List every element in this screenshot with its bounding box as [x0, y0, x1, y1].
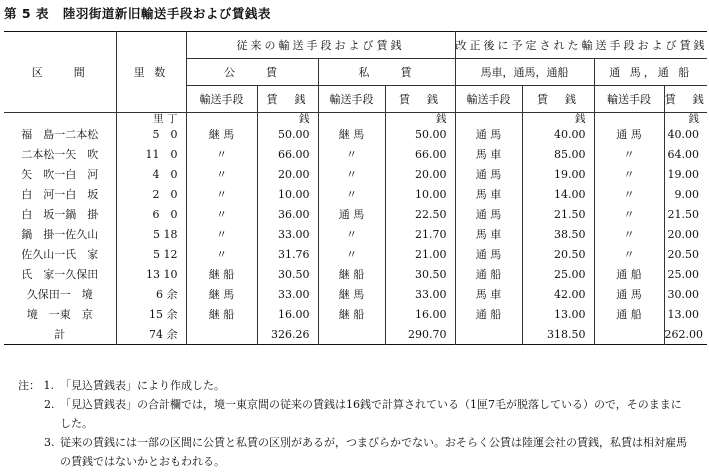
cell-priv-means: 通 馬	[318, 204, 385, 224]
cell-dist: 4 0	[116, 164, 186, 184]
note-2-text: 「見込賃銭表」の合計欄では，境一東京間の従来の賃銭は16銭で計算されている（1匣7毛が脱落している）ので，そのままに	[60, 398, 682, 411]
total-empty	[186, 324, 257, 345]
cell-priv-means: 〃	[318, 144, 385, 164]
note-3-number: 3.	[44, 436, 55, 449]
cell-b-fare: 20.50	[664, 244, 707, 264]
total-dist: 74 余	[116, 324, 186, 345]
header-old: 従来の輸送手段および賃銭	[186, 32, 455, 59]
note-prefix: 注： 1.	[18, 379, 54, 392]
cell-section: 鍋 掛一佐久山	[21, 228, 99, 241]
cell-priv-means: 〃	[318, 184, 385, 204]
cell-priv-fare: 16.00	[385, 304, 455, 324]
note-2-text-cont: した。	[60, 417, 93, 430]
header-fare: 賃 銭	[385, 86, 455, 113]
cell-b-fare: 20.00	[664, 224, 707, 244]
cell-priv-fare: 50.00	[385, 124, 455, 144]
cell-priv-means: 〃	[318, 244, 385, 264]
cell-b-fare: 13.00	[664, 304, 707, 324]
total-pub-fare: 326.26	[257, 324, 318, 345]
cell-priv-fare: 30.50	[385, 264, 455, 284]
cell-a-means: 通 船	[455, 304, 522, 324]
cell-b-fare: 19.00	[664, 164, 707, 184]
cell-b-means: 〃	[594, 144, 664, 164]
cell-a-means: 通 馬	[455, 124, 522, 144]
cell-priv-fare: 10.00	[385, 184, 455, 204]
cell-a-fare: 14.00	[522, 184, 594, 204]
cell-a-fare: 38.50	[522, 224, 594, 244]
cell-dist: 2 0	[116, 184, 186, 204]
cell-pub-fare: 10.00	[257, 184, 318, 204]
cell-dist: 13 10	[116, 264, 186, 284]
total-a-fare: 318.50	[522, 324, 594, 345]
note-1	[18, 376, 687, 395]
cell-section: 氏 家一久保田	[21, 268, 99, 281]
table-caption: 陸羽街道新旧輸送手段および賃銭表	[62, 6, 271, 21]
cell-b-means: 〃	[594, 244, 664, 264]
cell-dist: 15 余	[116, 304, 186, 324]
cell-dist: 6 余	[116, 284, 186, 304]
cell-pub-fare: 30.50	[257, 264, 318, 284]
cell-b-fare: 30.00	[664, 284, 707, 304]
cell-priv-means: 〃	[318, 164, 385, 184]
cell-pub-means: 継 馬	[186, 284, 257, 304]
cell-pub-means: 〃	[186, 184, 257, 204]
table-row	[4, 184, 707, 204]
cell-a-means: 馬 車	[455, 184, 522, 204]
cell-a-fare: 21.50	[522, 204, 594, 224]
cell-dist: 6 0	[116, 204, 186, 224]
cell-section: 境 一東 京	[26, 308, 93, 321]
notes	[18, 376, 687, 471]
total-empty	[594, 324, 664, 345]
cell-section: 久保田一 境	[26, 288, 93, 301]
fare-table	[4, 31, 707, 345]
note-3-text-cont: の賃銭ではないかとおもわれる。	[60, 455, 225, 468]
cell-pub-means: 継 船	[186, 304, 257, 324]
table-row	[4, 244, 707, 264]
cell-a-fare: 13.00	[522, 304, 594, 324]
unit-fare: 銭	[385, 113, 455, 125]
table-title	[4, 4, 285, 22]
cell-pub-means: 〃	[186, 164, 257, 184]
cell-section: 白 坂一鍋 掛	[21, 208, 99, 221]
header-means: 輸送手段	[186, 86, 257, 113]
cell-priv-means: 〃	[318, 224, 385, 244]
total-priv-fare: 290.70	[385, 324, 455, 345]
cell-priv-means: 継 馬	[318, 284, 385, 304]
header-fare: 賃 銭	[664, 86, 707, 113]
header-section: 区 間	[4, 32, 116, 113]
header-new-b: 通 馬，通 船	[594, 59, 707, 86]
cell-a-means: 馬 車	[455, 224, 522, 244]
note-2-continued	[18, 414, 687, 433]
cell-section: 佐久山一氏 家	[21, 248, 99, 261]
cell-dist: 5 12	[116, 244, 186, 264]
header-new-a: 馬車，通馬，通船	[455, 59, 594, 86]
cell-b-means: 〃	[594, 164, 664, 184]
cell-priv-means: 継 船	[318, 264, 385, 284]
header-means: 輸送手段	[318, 86, 385, 113]
table-row	[4, 224, 707, 244]
cell-a-means: 馬 車	[455, 144, 522, 164]
cell-pub-means: 〃	[186, 244, 257, 264]
cell-pub-fare: 36.00	[257, 204, 318, 224]
table-row	[4, 124, 707, 144]
cell-b-means: 通 馬	[594, 284, 664, 304]
cell-priv-means: 継 馬	[318, 124, 385, 144]
cell-pub-means: 〃	[186, 144, 257, 164]
cell-priv-means: 継 船	[318, 304, 385, 324]
header-means: 輸送手段	[455, 86, 522, 113]
header-new: 改正後に予定された輸送手段および賃銭	[455, 32, 707, 59]
cell-pub-fare: 66.00	[257, 144, 318, 164]
cell-a-fare: 19.00	[522, 164, 594, 184]
cell-dist: 11 0	[116, 144, 186, 164]
cell-pub-fare: 20.00	[257, 164, 318, 184]
cell-priv-fare: 21.00	[385, 244, 455, 264]
header-fare: 賃 銭	[257, 86, 318, 113]
cell-pub-fare: 33.00	[257, 224, 318, 244]
header-means: 輸送手段	[594, 86, 664, 113]
cell-priv-fare: 22.50	[385, 204, 455, 224]
note-3-text: 従来の賃銭には一部の区間に公賃と私賃の区別があるが，つまびらかでない。おそらく公賃は陸運会社の賃銭，私賃は相対雇馬	[60, 436, 687, 449]
cell-priv-fare: 66.00	[385, 144, 455, 164]
table-row	[4, 204, 707, 224]
note-2	[18, 395, 687, 414]
cell-section: 白 河一白 坂	[21, 188, 99, 201]
cell-b-fare: 25.00	[664, 264, 707, 284]
cell-priv-fare: 33.00	[385, 284, 455, 304]
total-empty	[318, 324, 385, 345]
cell-b-means: 〃	[594, 224, 664, 244]
cell-a-fare: 85.00	[522, 144, 594, 164]
cell-a-means: 通 馬	[455, 244, 522, 264]
cell-a-fare: 25.00	[522, 264, 594, 284]
cell-pub-means: 〃	[186, 224, 257, 244]
cell-pub-means: 〃	[186, 204, 257, 224]
cell-dist: 5 18	[116, 224, 186, 244]
cell-dist: 5 0	[116, 124, 186, 144]
table-row	[4, 304, 707, 324]
unit-fare: 銭	[664, 113, 707, 125]
total-b-fare: 262.00	[664, 324, 707, 345]
cell-b-means: 通 船	[594, 264, 664, 284]
header-public: 公 賃	[186, 59, 318, 86]
cell-a-fare: 40.00	[522, 124, 594, 144]
cell-pub-means: 継 船	[186, 264, 257, 284]
cell-b-fare: 9.00	[664, 184, 707, 204]
note-3	[18, 433, 687, 452]
cell-pub-fare: 31.76	[257, 244, 318, 264]
unit-distance: 里 丁	[116, 113, 186, 125]
table-row	[4, 144, 707, 164]
cell-a-fare: 42.00	[522, 284, 594, 304]
note-2-number: 2.	[44, 398, 55, 411]
cell-a-means: 馬 車	[455, 284, 522, 304]
note-1-text: 「見込賃銭表」により作成した。	[60, 379, 225, 392]
cell-a-means: 通 馬	[455, 164, 522, 184]
total-empty	[455, 324, 522, 345]
cell-a-fare: 20.50	[522, 244, 594, 264]
cell-pub-fare: 16.00	[257, 304, 318, 324]
cell-priv-fare: 20.00	[385, 164, 455, 184]
cell-priv-fare: 21.70	[385, 224, 455, 244]
cell-b-means: 〃	[594, 184, 664, 204]
header-private: 私 賃	[318, 59, 455, 86]
header-fare: 賃 銭	[522, 86, 594, 113]
unit-fare: 銭	[257, 113, 318, 125]
table-row	[4, 264, 707, 284]
cell-b-fare: 40.00	[664, 124, 707, 144]
table-row	[4, 164, 707, 184]
table-row	[4, 284, 707, 304]
cell-a-means: 通 船	[455, 264, 522, 284]
total-label: 計	[54, 328, 66, 341]
cell-pub-fare: 33.00	[257, 284, 318, 304]
cell-b-means: 通 船	[594, 304, 664, 324]
total-row	[4, 324, 707, 345]
cell-b-means: 通 馬	[594, 124, 664, 144]
cell-a-means: 通 馬	[455, 204, 522, 224]
cell-b-fare: 64.00	[664, 144, 707, 164]
cell-pub-fare: 50.00	[257, 124, 318, 144]
header-distance: 里 数	[116, 32, 186, 113]
cell-b-means: 〃	[594, 204, 664, 224]
cell-section: 福 島一二本松	[21, 128, 99, 141]
cell-b-fare: 21.50	[664, 204, 707, 224]
cell-pub-means: 継 馬	[186, 124, 257, 144]
cell-section: 二本松一矢 吹	[21, 148, 99, 161]
unit-fare: 銭	[522, 113, 594, 125]
note-3-continued	[18, 452, 687, 471]
cell-section: 矢 吹一白 河	[21, 168, 99, 181]
table-number: 第 5 表	[4, 6, 49, 21]
